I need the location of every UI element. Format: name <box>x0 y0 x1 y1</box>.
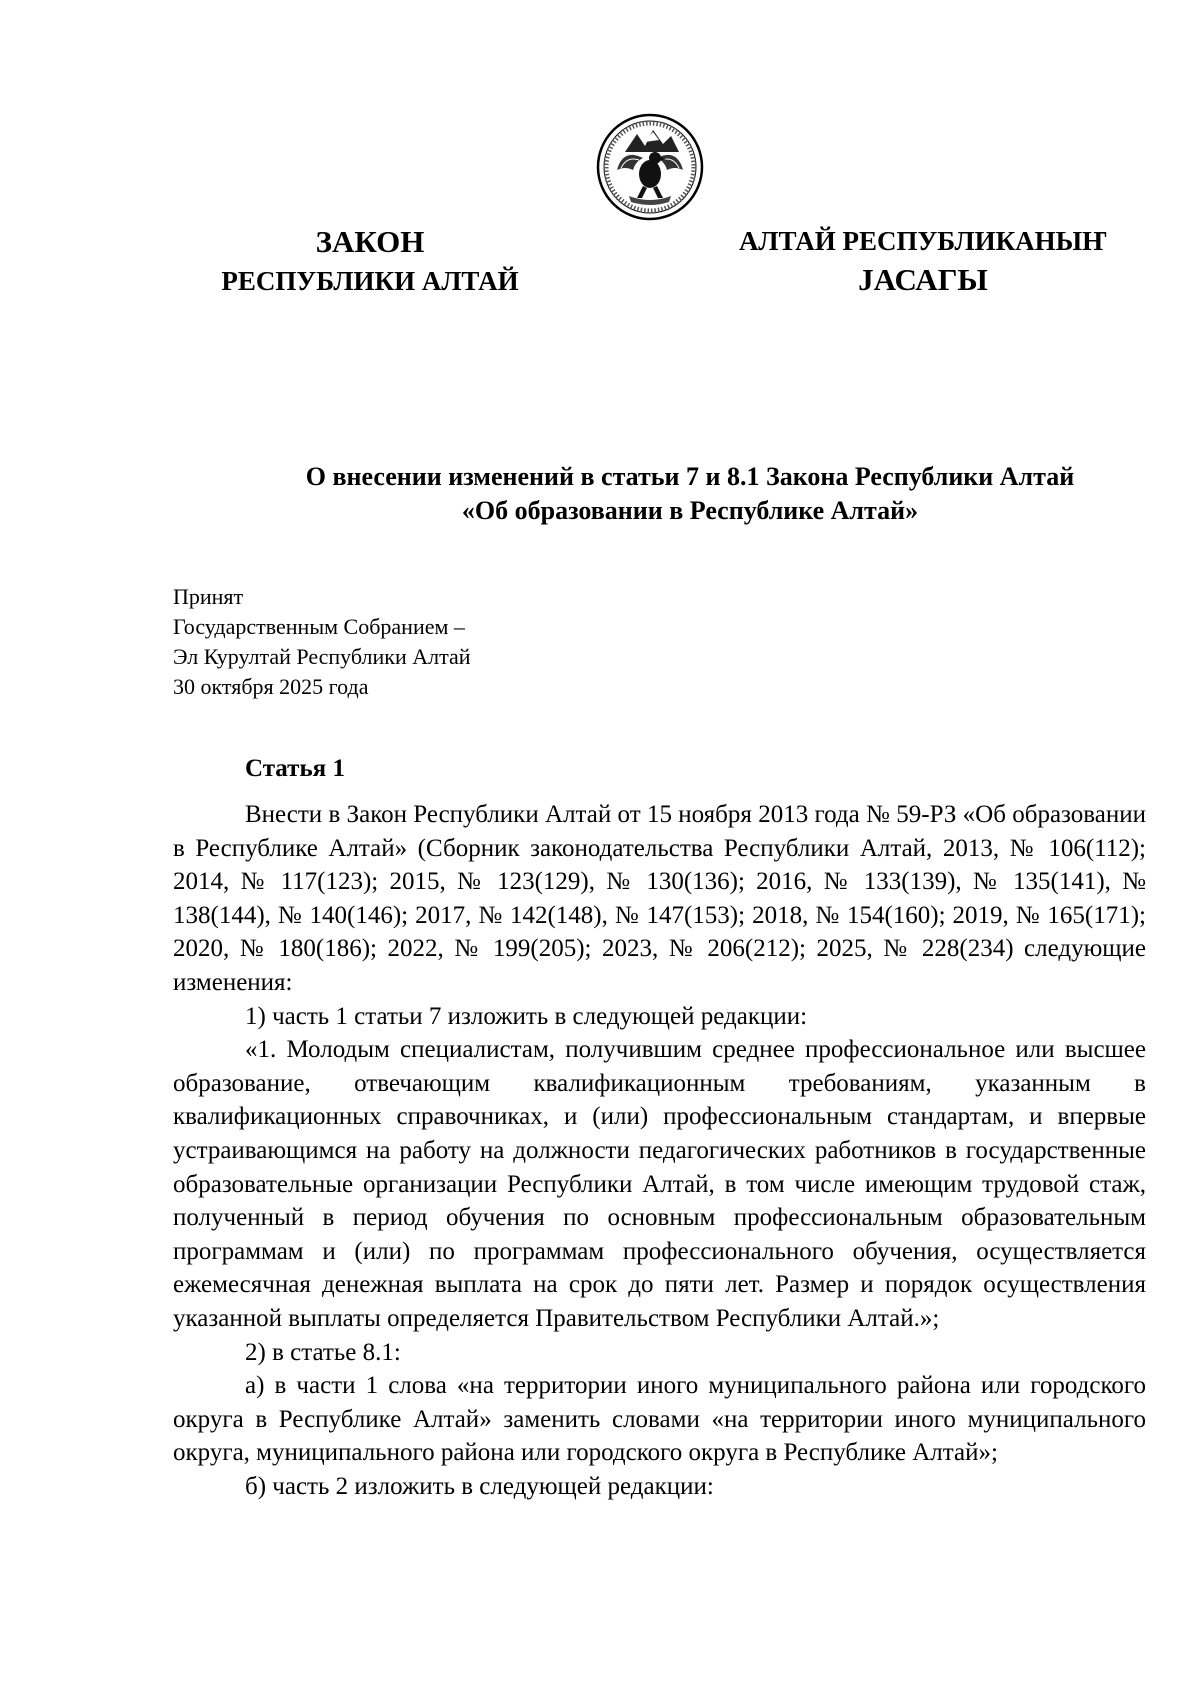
law-label-russian: ЗАКОН <box>315 224 425 259</box>
article-paragraph: 1) часть 1 статьи 7 изложить в следующей редакции: <box>245 1002 808 1030</box>
article-body <box>173 798 1146 1503</box>
law-title <box>240 460 1140 528</box>
adopted-line-1: Принят <box>173 584 244 609</box>
header-left <box>200 222 540 300</box>
article-heading: Статья 1 <box>245 755 345 782</box>
article-paragraph: а) в части 1 слова «на территории иного муниципального района или городского округа в Республике Алтай» заменить словами «на территории иного муниципального округа, муниципального района или городского округа в Республике Алтай»; <box>173 1372 1146 1467</box>
republic-name-altai: АЛТАЙ РЕСПУБЛИКАНЫҤ <box>738 226 1108 256</box>
law-title-line-2: «Об образовании в Республике Алтай» <box>461 496 919 525</box>
article-paragraph: Внести в Закон Республики Алтай от 15 ноября 2013 года № 59-РЗ «Об образовании в Республике Алтай» (Сборник законодательства Республики Алтай, 2013, № 106(112); 2014, № 117(123); 2015, № 123(129), № 130(136); 2016, № 133(139), № 135(141), № 138(144), № 140(146); 2017, № 142(148), № 147(153); 2018, № 154(160); 2019, № 165(171); 2020, № 180(186); 2022, № 199(205); 2023, № 206(212); 2025, № 228(234) следующие изменения: <box>173 801 1146 996</box>
adopted-line-3: Эл Курултай Республики Алтай <box>173 644 471 669</box>
article-paragraph: б) часть 2 изложить в следующей редакции: <box>245 1472 714 1500</box>
republic-name-russian: РЕСПУБЛИКИ АЛТАЙ <box>221 266 519 296</box>
article-paragraph: «1. Молодым специалистам, получившим среднее профессиональное или высшее образование, отвечающим квалификационным требованиям, указанным в квалификационных справочниках, и (или) профессиональным стандартам, и впервые устраивающимся на работу на должности педагогических работников в государственные образовательные организации Республики Алтай, в том числе имеющим трудовой стаж, полученный в период обучения по основным профессиональным образовательным программам и (или) по программам профессионального обучения, осуществляется ежемесячная денежная выплата на срок до пяти лет. Размер и порядок осуществления указанной выплаты определяется Правительством Республики Алтай.»; <box>173 1036 1146 1332</box>
law-title-line-1: О внесении изменений в статьи 7 и 8.1 Закона Республики Алтай <box>305 462 1075 491</box>
law-label-altai: ЈАСАГЫ <box>858 262 988 297</box>
adoption-date: 30 октября 2025 года <box>173 674 369 699</box>
coat-of-arms-emblem <box>595 112 705 222</box>
header-right <box>708 222 1138 300</box>
article-paragraph: 2) в статье 8.1: <box>245 1338 401 1366</box>
adopted-line-2: Государственным Собранием – <box>173 614 465 639</box>
adoption-block <box>173 582 471 702</box>
